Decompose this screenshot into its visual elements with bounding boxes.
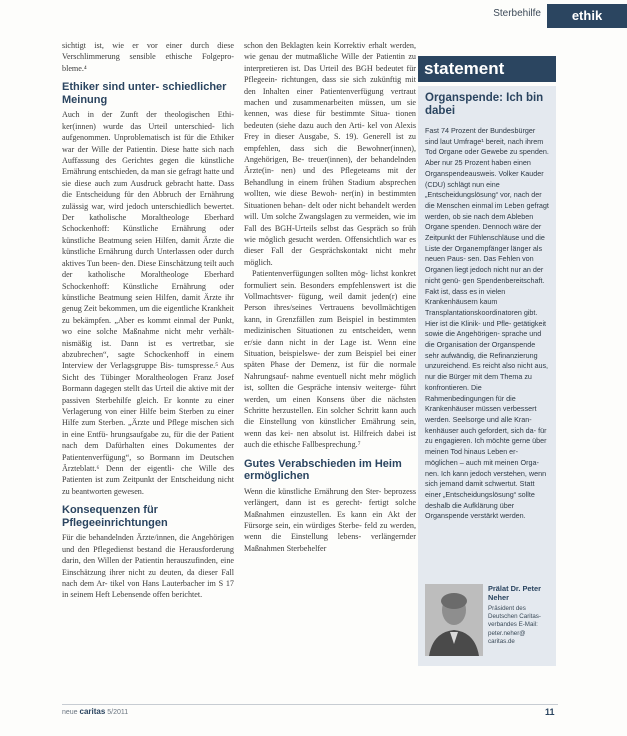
column-1-paragraph-2: Für die behandelnden Ärzte/innen, die Angehörigen und den Pflegedienst bestand die Herausforderung darin, den Willen der Patientin herauszufinden, eine Einschätzung ihrer nicht zu deuten, da dieser Fall nach dem Ar- tikel von Hans Lauterbacher im S 17 in seinem Heft Lebensende offen berichtet. [62,533,234,600]
statement-author [425,584,551,658]
section-tab: ethik [547,4,627,28]
column-1-paragraph-1: Auch in der Zunft der theologischen Ethi- ker(innen) wurde das Urteil unterschied- lich aufgenommen. Unproblematisch ist für die Ethiker war der Wille der Patientin. Diese hatte sich nach Auffassung des Gerichtes gegen die künstliche Ernährung entschieden, da man sie gefragt hatte und sie diese auch zum Ausdruck gebracht hatte. Dass die Entscheidung für den Abbruch der Ernährung zulässig war, wird jedoch unterschiedlich bewertet. Der katholische Moraltheologe Eberhard Schockenhoff: Künstliche Ernährung oder künstliche Beatmung seien Hilfen, damit Ärzte die künstliche Ernährung durch Unterlassen oder durch aktives Tun been- den. Diese Einschätzung teilt auch der katholische Moraltheologe Eberhard Schockenhoff: Künstliche Ernährung oder künstliche Beatmung seien Hilfen, damit Ärzte ihr genug Zeit bekommen, um die eigentliche Krankheit zu bekämpfen. „Aber es kommt einmal der Punkt, wo eine solche Maßnahme nicht mehr verhält- nismäßig ist. Dann ist es vertretbar, sie abzubrechen“, sagte Schockenhoff in einem Interview der Verlagsgruppe Bis- tumspresse.⁵ Aus Sicht des Tübinger Moraltheologen Franz Josef Bormann dagegen stellt das Urteil die aktive mit der passiven Sterbehilfe gleich. Er konnte zu einer Verlagerung von einer Hilfe beim Sterben zu einer Hilfe zum Sterben. „Ärzte und Pflege mischen sich in eine Entfü- hrungsaufgabe zu, für die der Patient nach dem Dafürhalten eines Dokumentes der Patientenverfügung“, so Bormann im Deutschen Ärzteblatt.⁶ Denn der eigentli- che Wille des Patienten ist zum Zeitpunkt der Entscheidung nicht zu beantworten gewesen. [62,110,234,496]
heading-ethiker: Ethiker sind unter- schiedlicher Meinung [62,81,227,106]
heading-verabschieden: Gutes Verabschieden im Heim ermöglichen [244,457,402,483]
page-number: 11 [545,707,555,717]
footer-prefix: neue [62,709,78,716]
section-label: Sterbehilfe [493,8,541,19]
author-portrait [425,584,483,656]
column-2-paragraph-2: Patientenverfügungen sollten mög- lichst konkret formuliert sein. Besonders empfehlenswert ist die Vollmachtsver- fügung, weil damit jeden(r) eine Person ihres/seines Vertrauens bevollmächtigen kann, in Grenzfällen zum Beispiel in bestimmten medizinischen Situationen zu entscheiden, wenn er/sie dann nicht in der Lage ist. Wenn eine Situation, beispielswe- der zum Beispiel bei einer späten Phase der Demenz, ist für die normale Nahrungsauf- nahme eventuell nicht mehr möglich ist, sollten die Gespräche intensiv weiterge- führt werden, um einen Konsens über die nächsten Schritte herzustellen. Ein solcher Schritt kann auch die Einstellung von künstlicher Ernährung sein, wenn das kei- nen absolut ist. Hilfreich dabei ist auch die ethische Fallbesprechung.⁷ [244,269,416,450]
heading-konsequenzen: Konsequenzen für Pflegeeinrichtungen [62,504,168,529]
column-1 [62,40,234,601]
column-2-paragraph-1: schon den Beklagten kein Korrektiv erhalt werden, wie genau der mutmaßliche Wille der Patientin zu interpretieren ist. Das Urteil des BGH bedeutet für Pflegeein- richtungen, dass sie sich zukünftig mit den Inhalten einer Patientenverfügung vertraut machen und zusammenarbeiten müssen, um sie kennen, was diese für bestimmte Situa- tionen bedeuten (siehe dazu auch den Arti- kel von Alexis Frey in dieser Ausgabe, S. 19). Generell ist zu empfehlen, dass sich die Bewohner(innen), Angehörigen, Be- treuer(innen), der behandelnden Ärzte(in- nen) und des Pflegeteams mit der Behandlung in einem frühen Stadium absprechen wollten, wie diese Bewoh- ner(in) in bestimmten Situationen behan- delt oder nicht behandelt werden will. Um solche Zwangslagen zu vermeiden, wie im Fall des BGH-Urteils selbst das Gespräch so früh wie möglich gesucht werden. Offensichtlich war es dieser Fall der Gesprächskontakt nicht mehr möglich. [244,41,416,267]
footer-brand: caritas [79,707,106,716]
footer-rule [62,704,558,705]
statement-text: Fast 74 Prozent der Bundesbürger sind laut Umfrage¹ bereit, nach ihrem Tod Organe oder Gewebe zu spenden. Aber nur 25 Prozent haben einen Organspendeausweis. Volker Kauder (CDU) schlägt nun eine „Entscheidungslösung“ vor, nach der die Menschen einmal im Leben gefragt werden, ob sie nach dem Ableben Organe spenden. Dennoch wäre der Zeitpunkt der Fühlenschläuse und die Liste der Organempfänger länger als neuen Paus- sen. Das Fehlen von Organen liegt jedoch nicht nur an der nicht genü- gen Spendenbereitschaft. Fakt ist, dass es in vielen Krankenhäusern kaum Transplantationskoordinatoren gibt. Hier ist die Klinik- und Pfle- getätigkeit sowie die Angehörigen- sprache und die Organisation der Organspende sehr aufwändig, die Refinanzierung unzureichend. Es reicht also nicht aus, nur die Bürger mit dem Thema zu konfrontieren. Die Rahmenbedingungen für die Krankenhäuser müssen verbessert werden. Seelsorge und alle Kran- kenhäuser auch gefordert, sich da- für zu engagieren. Ich möchte gerne über meinen Tod hinaus Leben er- möglichen – auch mit meinen Orga- nen. Ich kann jedoch verstehen, wenn sich jemand damit schwertut. Statt einer „Entscheidungslösung“ sollte deshalb die Aufklärung über Organspende verstärkt werden. [425,126,549,521]
author-role: Präsident des Deutschen Caritas- verbandes E-Mail: peter.neher@ caritas.de [488,605,541,645]
footer-issue: 5/2011 [107,709,129,716]
statement-title: Organspende: Ich bin dabei [425,92,544,117]
statement-banner: statement [418,56,556,82]
column-2 [244,40,416,554]
page-footer [62,707,128,716]
column-2-paragraph-3: Wenn die künstliche Ernährung den Ster- beprozess verlängert, dann ist es gerecht- fertigt solche Maßnahmen einzustellen. Es kann ein Akt der Fürsorge sein, ein würdiges Sterbe- feld zu werden, wenn die Einstellung lebens- verlängernder Maßnahmen Sterbehelfer [244,486,416,553]
column-1-intro: sichtigt ist, wie er vor einer durch diese Verschlimmerung sensible ethische Folgepro- bleme.⁴ [62,41,234,73]
author-name: Prälat Dr. Peter Neher [488,584,541,602]
page-header [0,4,627,28]
statement-box [418,86,556,666]
author-info [488,584,554,646]
